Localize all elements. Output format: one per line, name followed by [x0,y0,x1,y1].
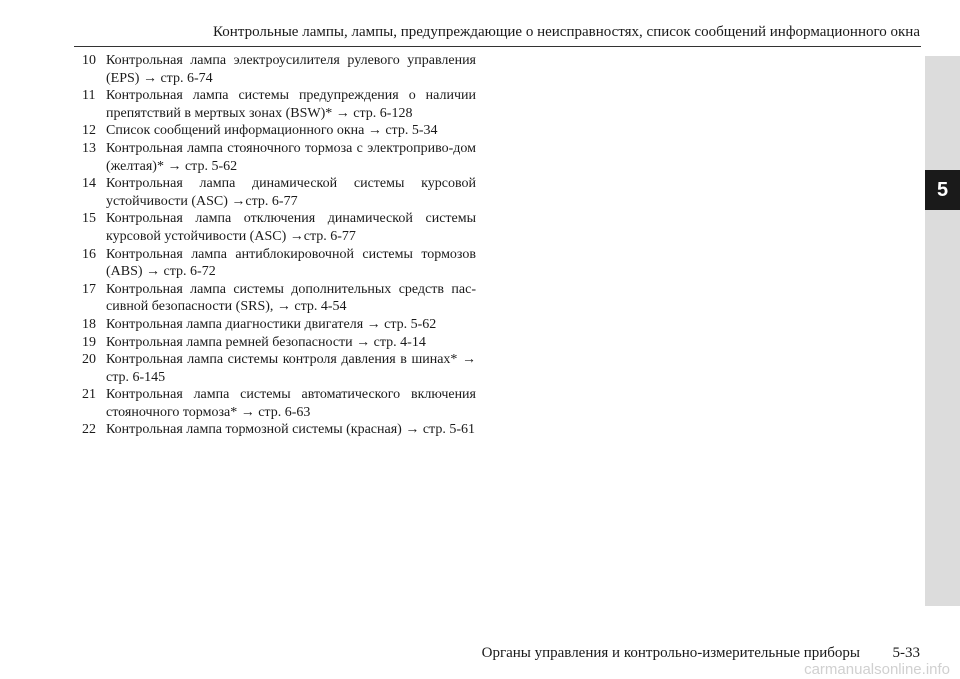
chapter-number-badge: 5 [925,170,960,210]
page-header-title: Контрольные лампы, лампы, предупреждающие о неисправностях, список сообщений информационного окна [213,24,920,40]
item-number: 13 [82,140,96,156]
list-item [82,210,476,245]
footer-section-title: Органы управления и контрольно-измерительные приборы [481,645,860,661]
item-number: 22 [82,422,96,438]
list-item [82,87,476,122]
list-item [82,246,476,281]
list-item [82,421,476,439]
item-text: Контрольная лампа стояночного тормоза с электроприво-дом (желтая)* → стр. 5-62 [106,140,476,174]
item-text: Контрольная лампа диагностики двигателя → стр. 5-62 [106,316,437,332]
item-text: Контрольная лампа системы автоматического включения стояночного тормоза* → стр. 6-63 [106,387,476,420]
list-item [82,175,476,210]
item-number: 10 [82,53,96,68]
item-text: Контрольная лампа антиблокировочной системы тормозов (ABS) → стр. 6-72 [106,246,476,280]
page-number: 5-33 [892,645,920,661]
item-text: Контрольная лампа динамической системы курсовой устойчивости (ASC) →стр. 6-77 [106,176,476,209]
item-number: 14 [82,176,96,192]
item-number: 17 [82,281,96,297]
item-number: 19 [82,334,96,350]
list-item [82,281,476,316]
item-text: Список сообщений информационного окна → стр. 5-34 [106,123,438,139]
item-number: 16 [82,246,96,262]
list-item [82,122,476,140]
list-item [82,140,476,175]
list-item [82,386,476,421]
item-text: Контрольная лампа системы дополнительных средств пас-сивной безопасности (SRS), → стр. 4-54 [106,281,476,315]
indicator-list [82,52,476,439]
list-item [82,316,476,334]
item-number: 15 [82,211,96,227]
item-text: Контрольная лампа системы контроля давления в шинах* → стр. 6-145 [106,352,476,385]
item-text: Контрольная лампа электроусилителя рулевого управления (EPS) → стр. 6-74 [106,53,476,86]
list-item [82,334,476,352]
header-divider [74,46,921,47]
item-text: Контрольная лампа тормозной системы (красная) → стр. 5-61 [106,422,475,438]
item-number: 11 [82,88,96,104]
chapter-side-tab [925,56,960,606]
item-number: 20 [82,352,96,368]
item-number: 18 [82,316,96,332]
item-text: Контрольная лампа ремней безопасности → стр. 4-14 [106,334,426,350]
watermark: carmanualsonline.info [804,661,950,678]
list-item [82,52,476,87]
item-number: 12 [82,123,96,139]
item-text: Контрольная лампа системы предупреждения о наличии препятствий в мертвых зонах (BSW)* → стр. 6-128 [106,88,476,121]
item-number: 21 [82,387,96,403]
item-text: Контрольная лампа отключения динамической системы курсовой устойчивости (ASC) →стр. 6-77 [106,211,476,244]
list-item [82,351,476,386]
